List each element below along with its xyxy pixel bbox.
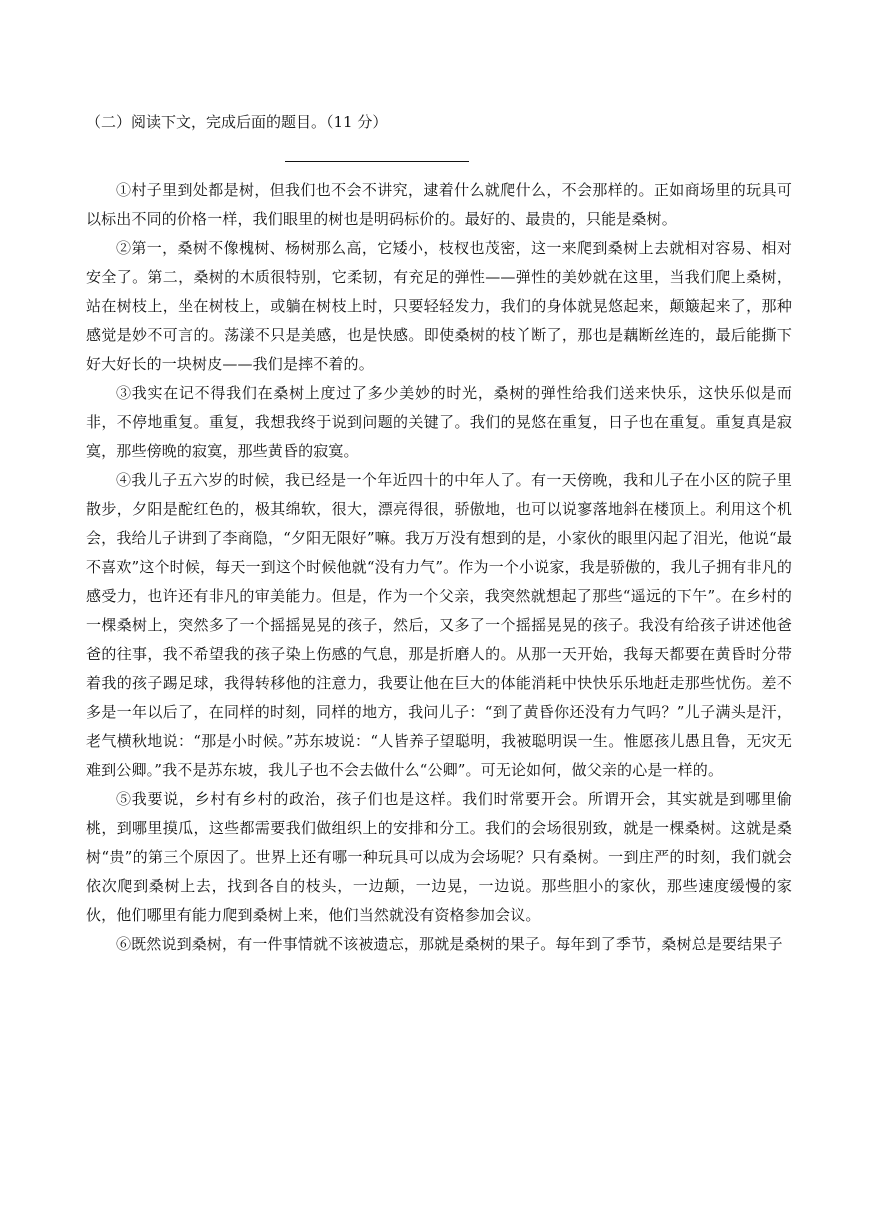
paragraph-1: ①村子里到处都是树，但我们也不会不讲究，逮着什么就爬什么，不会那样的。正如商场里的玩具可以标出不同的价格一样，我们眼里的树也是明码标价的。最好的、最贵的，只能是桑树。 [86, 181, 792, 228]
paragraph-2: ②第一，桑树不像槐树、杨树那么高，它矮小，枝杈也茂密，这一来爬到桑树上去就相对容易、相对安全了。第二，桑树的木质很特别，它柔韧，有充足的弹性——弹性的美妙就在这里，当我们爬上桑树，站在树枝上，坐在树枝上，或躺在树枝上时，只要轻轻发力，我们的身体就晃悠起来，颠簸起来了，那种感觉是妙不可言的。荡漾不只是美感，也是快感。即使桑树的枝丫断了，那也是藕断丝连的，最后能撕下好大好长的一块树皮——我们是摔不着的。 [86, 239, 792, 373]
article-body [86, 176, 792, 959]
title-blank-line [285, 161, 469, 162]
paragraph-3: ③我实在记不得我们在桑树上度过了多少美妙的时光，桑树的弹性给我们送来快乐，这快乐似是而非，不停地重复。重复，我想我终于说到问题的关键了。我们的晃悠在重复，日子也在重复。重复真是寂寞，那些傍晚的寂寞，那些黄昏的寂寞。 [86, 384, 792, 460]
paragraph-5: ⑤我要说，乡村有乡村的政治，孩子们也是这样。我们时常要开会。所谓开会，其实就是到哪里偷桃，到哪里摸瓜，这些都需要我们做组织上的安排和分工。我们的会场很别致，就是一棵桑树。这就是桑树“贵”的第三个原因了。世界上还有哪一种玩具可以成为会场呢？只有桑树。一到庄严的时刻，我们就会依次爬到桑树上去，找到各自的枝头，一边颠，一边晃，一边说。那些胆小的家伙，那些速度缓慢的家伙，他们哪里有能力爬到桑树上来，他们当然就没有资格参加会议。 [86, 790, 792, 924]
section-heading: （二）阅读下文，完成后面的题目。（11 分） [86, 113, 388, 131]
paragraph-4: ④我儿子五六岁的时候，我已经是一个年近四十的中年人了。有一天傍晚，我和儿子在小区的院子里散步，夕阳是酡红色的，极其绵软，很大，漂亮得很，骄傲地，也可以说寥落地斜在楼顶上。利用这个机会，我给儿子讲到了李商隐，“夕阳无限好”嘛。我万万没有想到的是，小家伙的眼里闪起了泪光，他说“最不喜欢”这个时候，每天一到这个时候他就“没有力气”。作为一个小说家，我是骄傲的，我儿子拥有非凡的感受力，也许还有非凡的审美能力。但是，作为一个父亲，我突然就想起了那些“遥远的下午”。在乡村的一棵桑树上，突然多了一个摇摇晃晃的孩子，然后，又多了一个摇摇晃晃的孩子。我没有给孩子讲述他爸爸的往事，我不希望我的孩子染上伤感的气息，那是折磨人的。从那一天开始，我每天都要在黄昏时分带着我的孩子踢足球，我得转移他的注意力，我要让他在巨大的体能消耗中快快乐乐地赶走那些忧伤。差不多是一年以后了，在同样的时刻，同样的地方，我问儿子：“到了黄昏你还没有力气吗？”儿子满头是汗，老气横秋地说：“那是小时候。”苏东坡说：“人皆养子望聪明，我被聪明误一生。惟愿孩儿愚且鲁，无灾无难到公卿。”我不是苏东坡，我儿子也不会去做什么“公卿”。可无论如何，做父亲的心是一样的。 [86, 471, 792, 779]
paragraph-6: ⑥既然说到桑树，有一件事情就不该被遗忘，那就是桑树的果子。每年到了季节，桑树总是要结果子 [116, 935, 783, 953]
